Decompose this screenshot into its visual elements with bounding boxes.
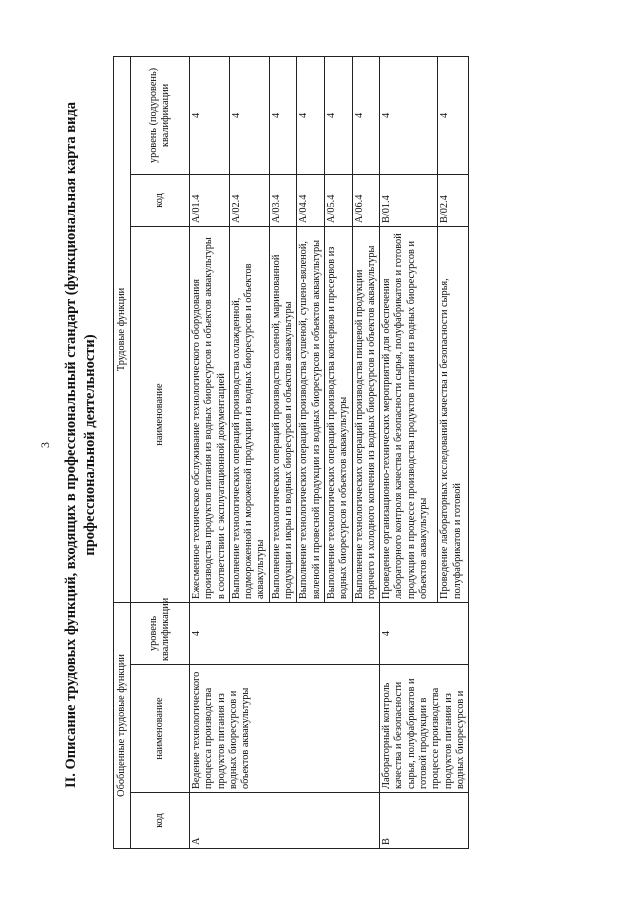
header-labor-functions: Трудовые функции bbox=[114, 56, 131, 602]
header-tf-code: код bbox=[131, 174, 190, 226]
header-tf-name: наименование bbox=[131, 226, 190, 602]
tf-name: Выполнение технологических операций производства пищевой продукции горячего и холодного копчения из водных биоресурсов и объектов аквакультуры bbox=[352, 226, 380, 602]
tf-name: Выполнение технологических операций производства консервов и пресервов из водных биоресурсов и объектов аквакультуры bbox=[324, 226, 352, 602]
tf-code: A/04.4 bbox=[297, 174, 325, 226]
section-title: II. Описание трудовых функций, входящих в профессиональный стандарт (функциональная карта вида профессиональной деятельности) bbox=[63, 101, 98, 789]
table-row bbox=[190, 56, 230, 848]
header-row-2 bbox=[131, 56, 190, 848]
tf-level: 4 bbox=[352, 56, 380, 174]
tf-code: B/01.4 bbox=[380, 174, 438, 226]
gtf-level: 4 bbox=[190, 602, 380, 664]
gtf-code: A bbox=[190, 793, 380, 849]
header-tf-level: уровень (подуровень) квалификации bbox=[131, 56, 190, 174]
tf-code: A/02.4 bbox=[229, 174, 269, 226]
tf-code: A/05.4 bbox=[324, 174, 352, 226]
gtf-code: B bbox=[380, 793, 469, 849]
functional-map-table bbox=[113, 56, 469, 849]
tf-name: Выполнение технологических операций производства соленой, маринованной продукции и икры из водных биоресурсов и объектов аквакультуры bbox=[269, 226, 297, 602]
gtf-level: 4 bbox=[380, 602, 469, 664]
header-level: уровень квалификации bbox=[131, 602, 190, 664]
tf-level: 4 bbox=[190, 56, 230, 174]
tf-code: A/01.4 bbox=[190, 174, 230, 226]
tf-name: Ежесменное техническое обслуживание технологического оборудования производства продуктов питания из водных биоресурсов и объектов аквакультуры в соответствии с эксплуатационной документацией bbox=[190, 226, 230, 602]
tf-name: Выполнение технологических операций производства сушеной, сушено-вяленой, вяленой и провесной продукции из водных биоресурсов и объектов аквакультуры bbox=[297, 226, 325, 602]
tf-level: 4 bbox=[438, 56, 469, 174]
tf-level: 4 bbox=[229, 56, 269, 174]
header-generalized: Обобщенные трудовые функции bbox=[114, 602, 131, 848]
tf-level: 4 bbox=[380, 56, 438, 174]
tf-code: B/02.4 bbox=[438, 174, 469, 226]
tf-name: Проведение лабораторных исследований качества и безопасности сырья, полуфабрикатов и готовой bbox=[438, 226, 469, 602]
page-number: 3 bbox=[38, 442, 52, 448]
tf-level: 4 bbox=[324, 56, 352, 174]
table-row bbox=[380, 56, 438, 848]
tf-level: 4 bbox=[297, 56, 325, 174]
header-name: наименование bbox=[131, 665, 190, 793]
tf-name: Выполнение технологических операций производства охлажденной, подмороженной и мороженой продукции из водных биоресурсов и объектов аквакультуры bbox=[229, 226, 269, 602]
tf-name: Проведение организационно-технических мероприятий для обеспечения лабораторного контроля качества и безопасности сырья, полуфабрикатов и готовой продукции в процессе производства продуктов питания из водных биоресурсов и объектов аквакультуры bbox=[380, 226, 438, 602]
header-row-1 bbox=[114, 56, 131, 848]
tf-code: A/03.4 bbox=[269, 174, 297, 226]
header-code: код bbox=[131, 793, 190, 849]
tf-code: A/06.4 bbox=[352, 174, 380, 226]
gtf-name: Ведение технологического процесса производства продуктов питания из водных биоресурсов и объектов аквакультуры bbox=[190, 665, 380, 793]
gtf-name: Лабораторный контроль качества и безопасности сырья, полуфабрикатов и готовой продукции в процессе производства продуктов питания из водных биоресурсов и bbox=[380, 665, 469, 793]
tf-level: 4 bbox=[269, 56, 297, 174]
